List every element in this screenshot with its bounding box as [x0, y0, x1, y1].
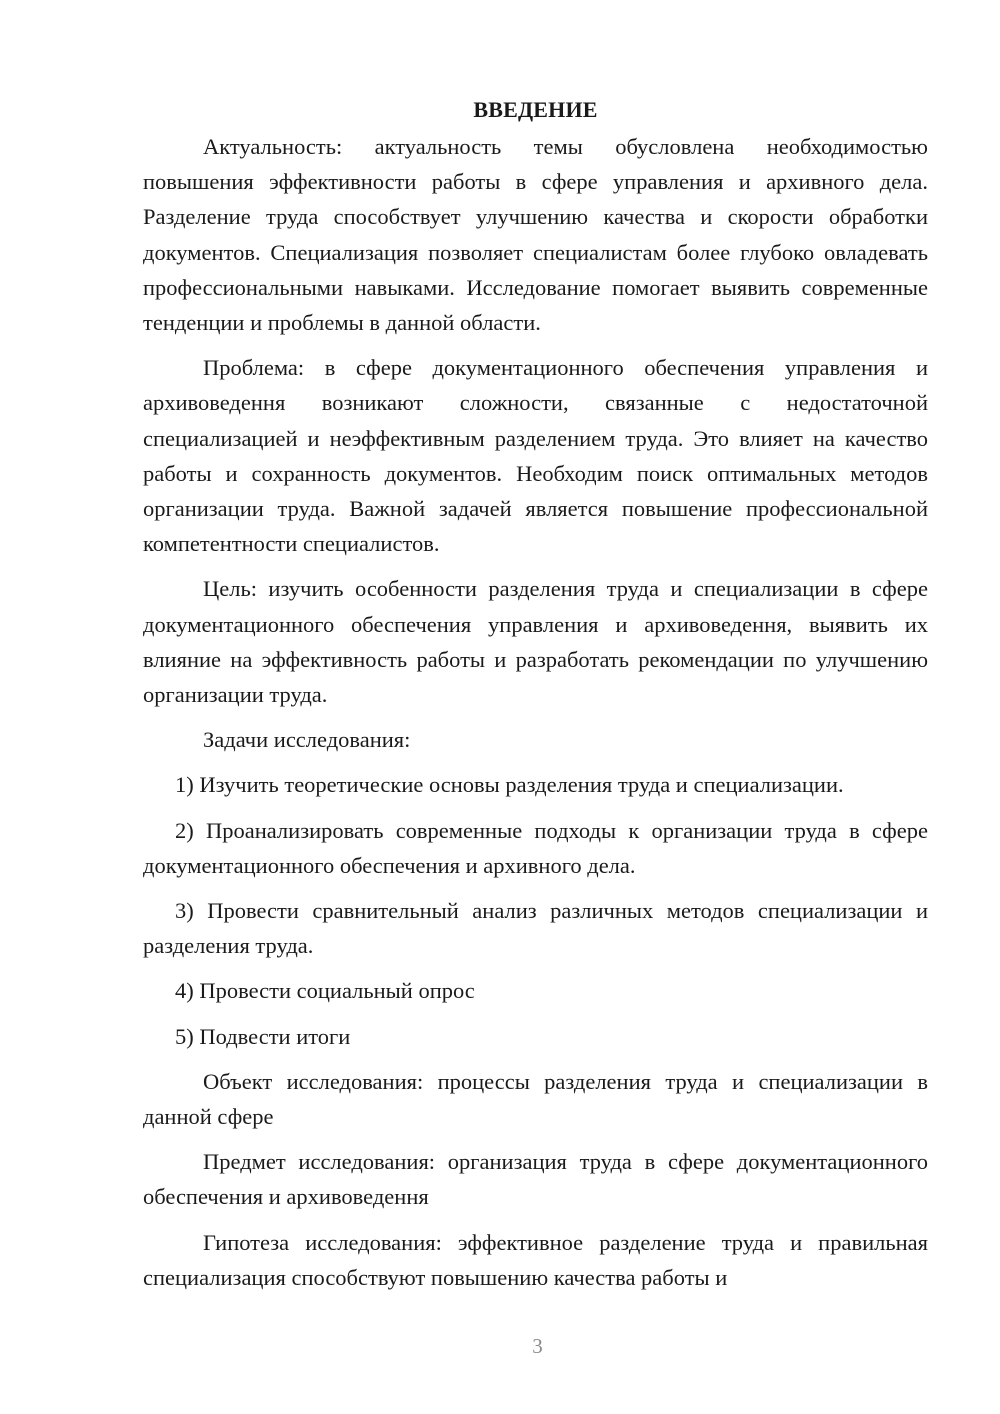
object-paragraph: Объект исследования: процессы разделения труда и специализации в данной сфере	[143, 1068, 928, 1130]
task-item: 2) Проанализировать современные подходы к организации труда в сфере документационного обеспечения и архивного дела.	[143, 817, 928, 878]
page-number: 3	[532, 1334, 543, 1358]
document-page	[143, 92, 928, 1295]
task-item: 3) Провести сравнительный анализ различных методов специализации и разделения труда.	[143, 898, 928, 959]
task-item: 5) Подвести итоги	[175, 1023, 351, 1049]
goal-paragraph: Цель: изучить особенности разделения труда и специализации в сфере документационного обеспечения управления и архивоведення, выявить их влияние на эффективность работы и разработать рекомендации по улучшению организации труда.	[143, 576, 928, 708]
subject-paragraph: Предмет исследования: организация труда в сфере документационного обеспечения и архивоведення	[143, 1149, 928, 1210]
problem-paragraph: Проблема: в сфере документационного обеспечения управления и архивоведення возникают сложности, связанные с недостаточной специализацией и неэффективным разделением труда. Это влияет на качество работы и сохранность документов. Необходим поиск оптимальных методов организации труда. Важной задачей является повышение профессиональной компетентности специалистов.	[143, 355, 928, 557]
task-item: 1) Изучить теоретические основы разделения труда и специализации.	[175, 772, 844, 798]
tasks-heading: Задачи исследования:	[203, 727, 411, 753]
hypothesis-paragraph: Гипотеза исследования: эффективное разделение труда и правильная специализация способствуют повышению качества работы и	[143, 1229, 928, 1290]
tasks-list	[143, 767, 928, 1053]
section-title: ВВЕДЕНИЕ	[473, 97, 598, 122]
relevance-paragraph: Актуальность: актуальность темы обусловлена необходимостью повышения эффективности работы в сфере управления и архивного дела. Разделение труда способствует улучшению качества и скорости обработки документов. Специализация позволяет специалистам более глубоко овладевать профессиональными навыками. Исследование помогает выявить современные тенденции и проблемы в данной области.	[143, 134, 928, 336]
task-item: 4) Провести социальный опрос	[175, 978, 475, 1004]
